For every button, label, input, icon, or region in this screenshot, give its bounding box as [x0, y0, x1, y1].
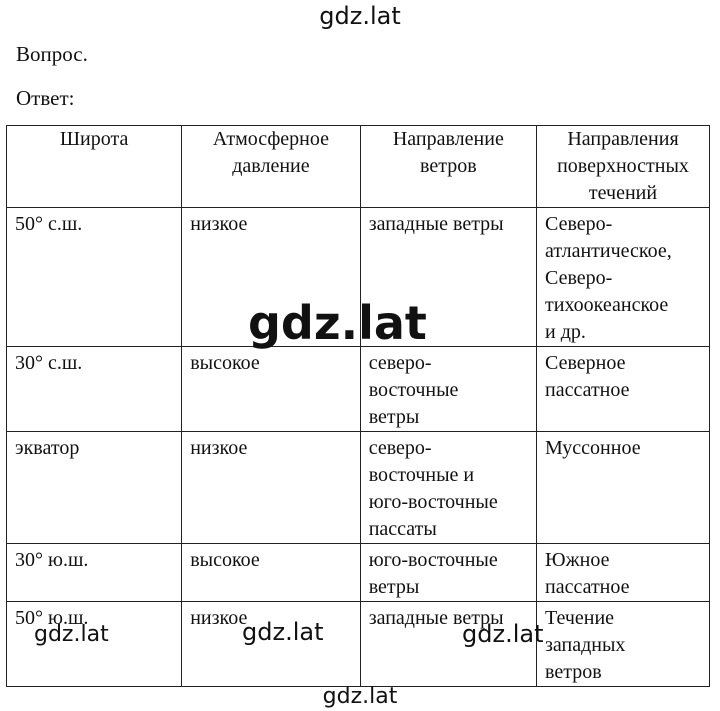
cell-latitude: 50° с.ш. — [7, 208, 182, 347]
watermark-center: gdz.lat — [248, 296, 427, 350]
cell-currents: Южное пассатное — [537, 544, 710, 602]
cell-latitude: экватор — [7, 432, 182, 544]
header-currents: Направления поверхностных течений — [537, 126, 710, 208]
cell-winds: западные ветры — [360, 602, 536, 687]
watermark-row-left: gdz.lat — [34, 622, 109, 647]
watermark-bottom: gdz.lat — [322, 684, 398, 709]
cell-currents: Северо- атлантическое, Северо- тихоокеанское и др. — [537, 208, 710, 347]
watermark-row-mid: gdz.lat — [242, 618, 324, 646]
answer-label: Ответ: — [16, 86, 75, 110]
cell-winds: юго-восточные ветры — [360, 544, 536, 602]
header-latitude: Широта — [7, 126, 182, 208]
table-header-row — [7, 126, 710, 208]
cell-latitude: 50° ю.ш. — [7, 602, 182, 687]
header-pressure: Атмосферное давление — [182, 126, 361, 208]
cell-pressure: низкое — [182, 602, 361, 687]
table-row — [7, 602, 710, 687]
cell-winds: северо- восточные и юго-восточные пассаты — [360, 432, 536, 544]
table-row — [7, 347, 710, 432]
cell-latitude: 30° с.ш. — [7, 347, 182, 432]
cell-latitude: 30° ю.ш. — [7, 544, 182, 602]
header-winds: Направление ветров — [360, 126, 536, 208]
watermark-row-right: gdz.lat — [462, 620, 544, 648]
cell-pressure: высокое — [182, 347, 361, 432]
question-label: Вопрос. — [16, 42, 88, 66]
cell-currents: Муссонное — [537, 432, 710, 544]
cell-currents: Северное пассатное — [537, 347, 710, 432]
table-row — [7, 544, 710, 602]
cell-winds: северо- восточные ветры — [360, 347, 536, 432]
cell-pressure: низкое — [182, 208, 361, 347]
cell-pressure: высокое — [182, 544, 361, 602]
watermark-top: gdz.lat — [319, 2, 401, 30]
cell-currents: Течение западных ветров — [537, 602, 710, 687]
cell-pressure: низкое — [182, 432, 361, 544]
table-row — [7, 432, 710, 544]
climate-table — [6, 125, 710, 687]
cell-winds: западные ветры — [360, 208, 536, 347]
